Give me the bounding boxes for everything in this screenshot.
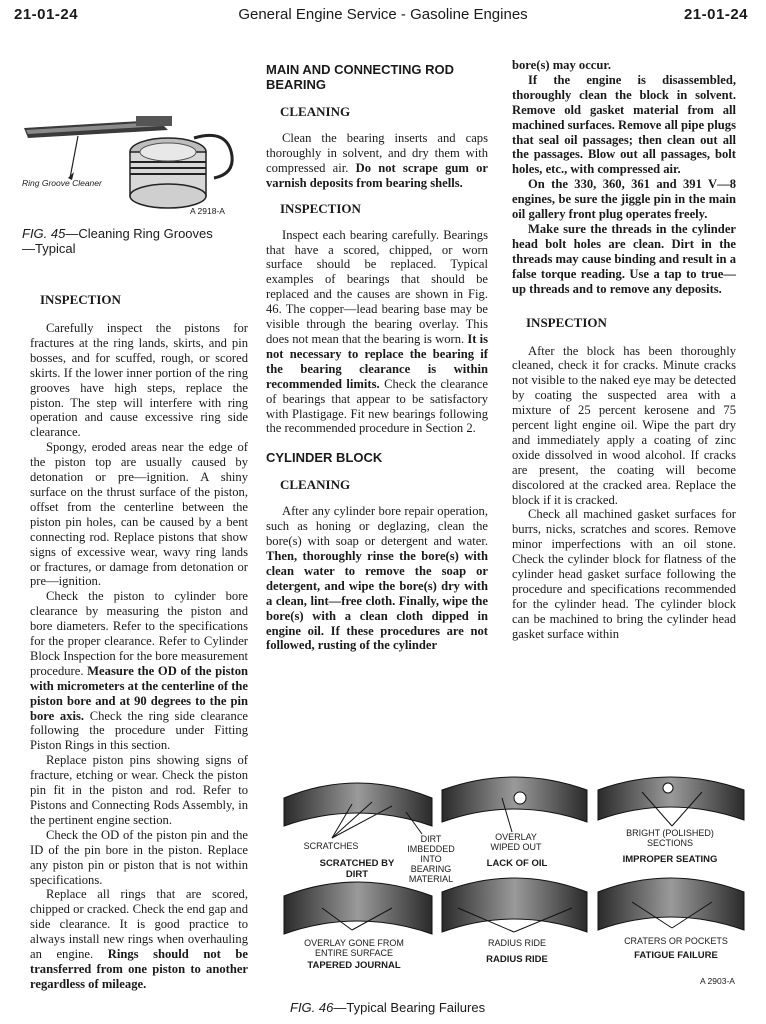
- ring-groove-cleaner-drawing: [18, 108, 254, 216]
- label-scratches: SCRATCHES: [303, 841, 359, 851]
- title-radius-ride: RADIUS RIDE: [486, 954, 548, 965]
- col2-b1-text: After any cylinder bore repair operation, such as honing or deglazing, clean the bore(s) with soap or detergent and water.: [266, 504, 488, 549]
- col3-continuation: [512, 58, 736, 73]
- page-header: [0, 4, 766, 30]
- col1-paragraph-5: Check the OD of the piston pin and the ID of the pin bore in the piston. Replace any piston pin or piston that is not within specifications.: [30, 827, 248, 887]
- col3-t4: Make sure the threads in the cylinder head bolt holes are clean. Dirt in the threads may cause binding and result in a false torque reading. Use a tap to true—up threads and to remove any deposits.: [512, 221, 736, 296]
- col3-paragraph-3: [512, 177, 736, 222]
- col2-heading-cleaning-2: CLEANING: [280, 477, 351, 493]
- col2-cleaning-paragraph: [266, 131, 488, 191]
- col2-heading-cleaning: CLEANING: [280, 104, 351, 119]
- fig45-illustration: [18, 108, 254, 216]
- col1-heading-inspection: INSPECTION: [40, 292, 121, 307]
- title-tapered-journal: TAPERED JOURNAL: [307, 960, 401, 971]
- col3-paragraph-5: After the block has been thoroughly cleaned, check it for cracks. Minute cracks not visible to the naked eye may be detected by coating the suspected area with a mixture of 25 percent kerosene and 75 percent light engine oil. Wipe the part dry and immediately apply a coating of zinc oxide dissolved in wood alcohol. If cracks are present, the coating will become discolored at the cracked area. Replace the block if it is cracked.: [512, 343, 736, 507]
- col1-p3-text-c: Check the ring side clearance following the procedure under Fitting Piston Rings in this section.: [30, 708, 249, 753]
- title-lack-of-oil: LACK OF OIL: [486, 858, 548, 869]
- fig46-caption-text: —Typical Bearing Failures: [333, 1000, 486, 1015]
- col2-inspection-paragraph: [266, 228, 488, 437]
- fig46-code: A 2903-A: [700, 976, 735, 986]
- col2-heading-inspection: INSPECTION: [280, 200, 361, 216]
- col3-t1: bore(s) may occur.: [512, 58, 611, 72]
- col2-c1-bold: Do not scrape gum or varnish deposits from bearing shells.: [266, 160, 488, 190]
- label-craters-or-pockets: CRATERS OR POCKETS: [624, 936, 728, 946]
- col2-b1-bold: Then, thoroughly rinse the bore(s) with clean water to remove the soap or detergent, and wipe the bore(s) dry with a clean, lint—free cloth. Finally, wipe the bore(s) with a clean cloth dipped in engine oil. If these procedures are not followed, rusting of the cylinder: [266, 549, 488, 653]
- col2-i1-bold: It is not necessary to replace the bearing if the bearing clearance is within recommended limits.: [266, 331, 488, 391]
- label-bright-sections: BRIGHT (POLISHED) SECTIONS: [626, 828, 714, 848]
- page-number-right: 21-01-24: [683, 6, 748, 23]
- col2-i1-text-c: Check the clearance of bearings that appear to be satisfactory with Plastigage. Fit new bearings following the recommended procedure in Section 2.: [266, 376, 488, 436]
- label-overlay-wiped-out: OVERLAY WIPED OUT: [490, 832, 542, 852]
- label-dirt-imbedded: DIRT IMBEDDED INTO BEARING MATERIAL: [407, 834, 455, 884]
- col1-p6-bold: Rings should not be transferred from one piston to another regardless of mileage.: [30, 947, 249, 991]
- fig45-caption-text: —Cleaning Ring Grooves—Typical: [22, 226, 213, 256]
- col3-paragraph-2: [512, 73, 736, 177]
- col3-heading-inspection: INSPECTION: [526, 314, 607, 330]
- col1-paragraph-1: Carefully inspect the pistons for fractures at the ring lands, skirts, and pin bosses, and for scuffed, rough, or scored skirts. If the lower inner portion of the ring grooves have high steps, replace the piston. The step will interfere with ring operation and cause excessive ring side clearance.: [30, 321, 248, 440]
- col3-t2: If the engine is disassembled, thoroughly clean the block in solvent. Remove old gasket material from all machined surfaces. Remove all pipe plugs that seal oil passages; then clean out all the passages. Blow out all passages, bolt holes, etc., with compressed air.: [512, 72, 736, 177]
- fig46-caption-prefix: FIG. 46: [290, 1000, 334, 1015]
- col2-i1-text-a: Inspect each bearing carefully. Bearings that have a scored, chipped, or worn surface should be replaced. Typical examples of bearings that should be replaced and the causes are shown in Fig. 46. The copper—lead bearing base may be visible through the bearing overlay. This does not mean that the bearing is worn.: [266, 227, 488, 346]
- col2-c1-text: Clean the bearing inserts and caps thoroughly in solvent, and dry them with compressed air.: [266, 131, 488, 175]
- col2-heading-cylinder-block: CYLINDER BLOCK: [266, 450, 383, 466]
- col1-paragraph-3: [30, 589, 248, 753]
- col1-p6-text-a: Replace all rings that are scored, chipped or cracked. Check the end gap and side clearance. It is good practice to always install new rings when overhauling an engine.: [30, 887, 248, 962]
- col1-paragraph-4: Replace piston pins showing signs of fracture, etching or wear. Check the piston pin fit in the piston and rod. Refer to Pistons and Connecting Rods Assembly, in the pertinent engine section.: [30, 753, 248, 827]
- col1-p3-text-a: Check the piston to cylinder bore clearance by measuring the piston and bore diameters. Refer to the specifications for the proper clearance. Refer to Cylinder Block Inspection for the bore measurement procedure.: [30, 589, 248, 678]
- fig46-bearing-failures: [282, 768, 748, 986]
- label-radius-ride: RADIUS RIDE: [487, 938, 546, 948]
- column-3: [512, 58, 736, 642]
- col3-paragraph-4: [512, 222, 736, 297]
- title-scratched-by-dirt: SCRATCHED BY DIRT: [319, 858, 395, 880]
- fig45-label: Ring Groove Cleaner: [22, 178, 102, 188]
- fig45-code: A 2918-A: [190, 206, 225, 216]
- page-title: General Engine Service - Gasoline Engines: [238, 6, 528, 23]
- title-improper-seating: IMPROPER SEATING: [622, 854, 718, 865]
- col3-paragraph-6: Check all machined gasket surfaces for burrs, nicks, scratches and scores. Remove minor imperfections with an oil stone. Check the cylinder block for flatness of the cylinder head gasket surface following the procedure and specifications recommended for the cylinder head. The cylinder block can be machined to bring the cylinder head gasket surface within: [512, 507, 736, 641]
- column-1: [30, 292, 248, 992]
- col3-t3: On the 330, 360, 361 and 391 V—8 engines, be sure the jiggle pin in the main oil gallery front plug operates freely.: [512, 177, 736, 222]
- column-2: [266, 62, 488, 653]
- col2-block-paragraph: [266, 504, 488, 653]
- col1-paragraph-2: Spongy, eroded areas near the edge of the piston top are usually caused by detonation or pre—ignition. A shiny surface on the thrust surface of the piston, offset from the centerline between the piston pin holes, can be caused by a bent connecting rod. Replace pistons that show signs of excessive wear, wavy ring lands or fractures, or damage from detonation or pre—ignition.: [30, 440, 248, 589]
- col2-heading-bearing: MAIN AND CONNECTING ROD BEARING: [266, 62, 455, 92]
- col1-paragraph-6: [30, 887, 248, 991]
- page-number-left: 21-01-24: [14, 6, 79, 23]
- title-fatigue-failure: FATIGUE FAILURE: [634, 950, 718, 961]
- fig45-caption: [22, 226, 222, 256]
- fig45-caption-prefix: FIG. 45: [22, 226, 66, 241]
- label-overlay-gone: OVERLAY GONE FROM ENTIRE SURFACE: [304, 938, 404, 958]
- fig46-caption: [290, 1000, 590, 1015]
- col1-p3-bold: Measure the OD of the piston with micrometers at the centerline of the piston bore and at 90 degrees to the pin bore axis.: [30, 663, 248, 723]
